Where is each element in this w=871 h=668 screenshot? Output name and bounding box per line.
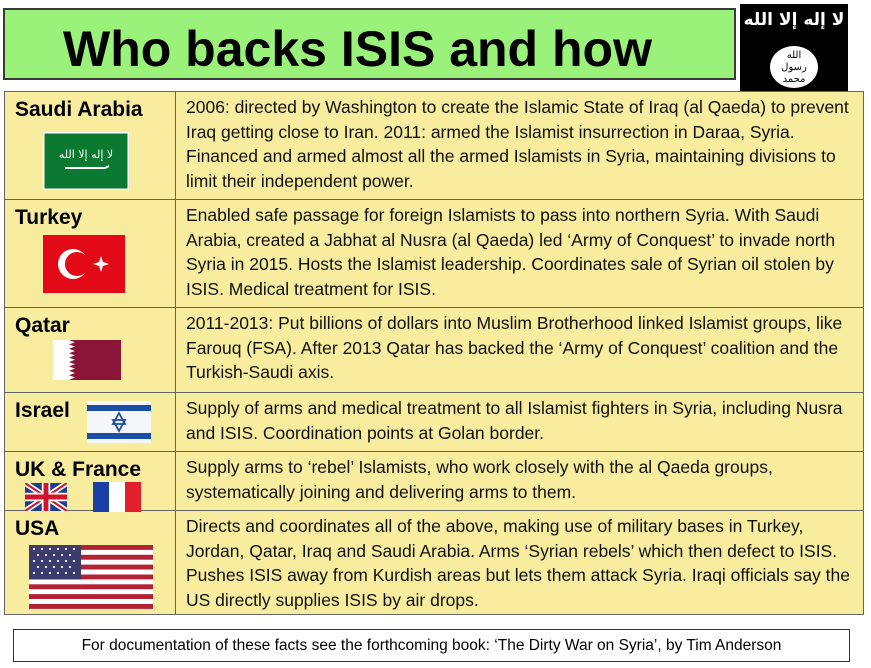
footer-note [13, 629, 850, 662]
footer-text: For documentation of these facts see the forthcoming book: ‘The Dirty War on Syria’, by Tim Anderson [81, 637, 782, 654]
uk-flag-icon [25, 483, 67, 511]
table-row [5, 452, 864, 511]
table-row [5, 393, 864, 452]
isis-flag-seal [770, 46, 818, 88]
country-cell [5, 308, 176, 393]
isis-flag-text: لا إله إلا الله [743, 10, 845, 30]
country-name: Turkey [15, 206, 83, 229]
country-description: Supply of arms and medical treatment to all Islamist fighters in Syria, including Nusra and ISIS. Coordination points at Golan border. [176, 393, 864, 452]
table-row [5, 200, 864, 308]
usa-flag-icon [29, 545, 153, 609]
country-name: UK & France [15, 458, 142, 481]
country-name: Saudi Arabia [15, 98, 143, 121]
country-name: Israel [15, 399, 70, 422]
country-cell [5, 452, 176, 511]
country-description: Enabled safe passage for foreign Islamists to pass into northern Syria. With Saudi Arabia, created a Jabhat al Nusra (al Qaeda) led ‘Army of Conquest’ to invade north Syria in 2015. Hosts the Islamist leadership. Coordinates sale of Syrian oil stolen by ISIS. Medical treatment for ISIS. [176, 200, 864, 308]
country-name: Qatar [15, 314, 70, 337]
country-description: 2006: directed by Washington to create the Islamic State of Iraq (al Qaeda) to prevent Iraq getting close to Iran. 2011: armed the Islamist insurrection in Daraa, Syria. Financed and armed almost all the armed Islamists in Syria, maintaining divisions to limit their independent power. [176, 92, 864, 200]
table-row [5, 92, 864, 200]
country-cell [5, 393, 176, 452]
saudi-arabia-flag-icon [43, 132, 129, 190]
israel-flag-icon [87, 401, 151, 443]
country-cell [5, 511, 176, 615]
table-row [5, 511, 864, 615]
country-name: USA [15, 517, 60, 540]
country-description: 2011-2013: Put billions of dollars into Muslim Brotherhood linked Islamist groups, like Farouq (FSA). After 2013 Qatar has backed the ‘Army of Conquest’ coalition and the Turkish-Saudi axis. [176, 308, 864, 393]
isis-flag-icon [740, 4, 848, 94]
svg-text:ﻻ إله إلا الله: ﻻ إله إلا الله [58, 148, 114, 161]
title-banner [3, 8, 736, 80]
isis-seal-line3: محمد [782, 74, 806, 85]
isis-seal-line1: الله [786, 50, 802, 61]
country-description: Supply arms to ‘rebel’ Islamists, who work closely with the al Qaeda groups, systematically joining and delivering arms to them. [176, 452, 864, 511]
country-cell [5, 92, 176, 200]
page-title: Who backs ISIS and how [63, 21, 652, 77]
qatar-flag-icon [53, 340, 121, 380]
isis-seal-line2: رسول [781, 62, 807, 73]
country-description: Directs and coordinates all of the above, making use of military bases in Turkey, Jordan, Qatar, Iraq and Saudi Arabia. Arms ‘Syrian rebels’ which then defect to ISIS. Pushes ISIS away from Kurdish areas but lets them attack Syria. Iraqi officials say the US directly supplies ISIS by air drops. [176, 511, 864, 615]
turkey-flag-icon [43, 235, 125, 293]
country-cell [5, 200, 176, 308]
backers-table [4, 91, 864, 615]
table-row [5, 308, 864, 393]
france-flag-icon [93, 482, 141, 512]
